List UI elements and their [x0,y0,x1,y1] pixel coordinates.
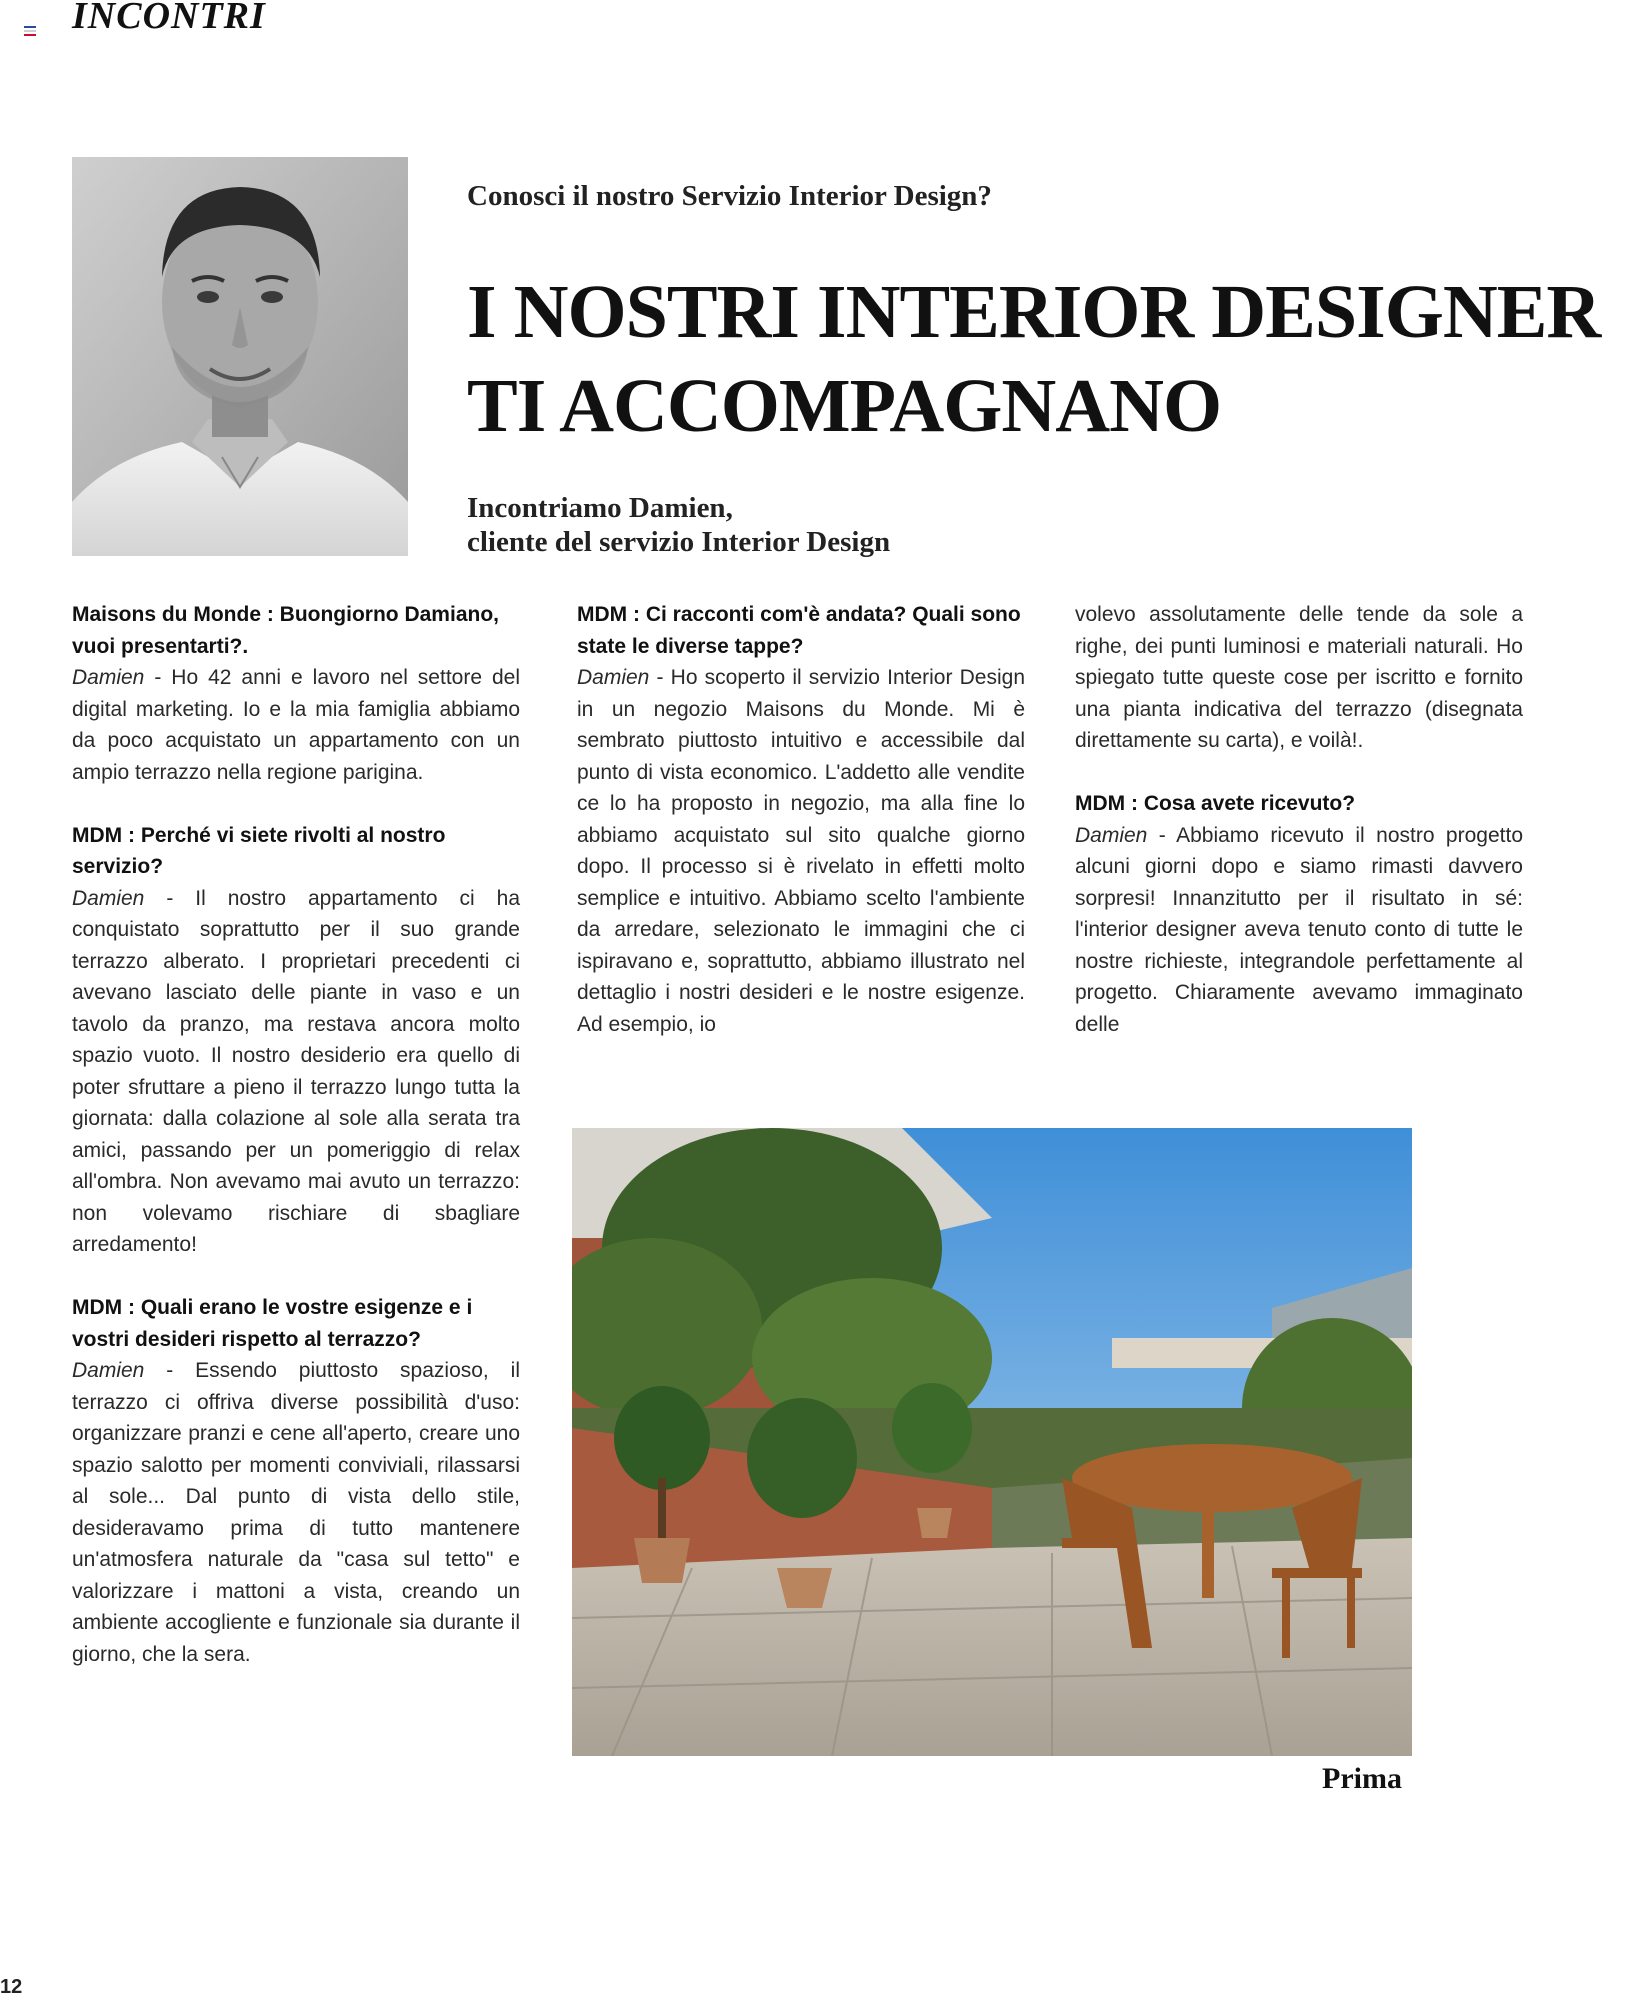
title-line-1: I NOSTRI INTERIOR DESIGNER [467,270,1601,354]
title-line-2: TI ACCOMPAGNANO [467,364,1222,448]
interview-question: MDM : Perché vi siete rivolti al nostro servizio? [72,823,446,878]
subtitle-line-2: cliente del servizio Interior Design [467,526,891,558]
speaker-name: Damien [72,666,145,689]
article-column-1 [72,599,520,1670]
interview-block [577,599,1025,1040]
interview-answer: - Il nostro appartamento ci ha conquistato soprattutto per il suo grande terrazzo alberato. I proprietari precedenti ci avevano lasciato delle piante in vaso e un tavolo da pranzo, ma restava ancora molto spazio vuoto. Il nostro desiderio era quello di poter sfruttare a pieno il terrazzo lungo tutta la giornata: dalla colazione al sole alla serata tra amici, passando per un pomeriggio di relax all'ombra. Non avevamo mai avuto un terrazzo: non volevamo rischiare di sbagliare arredamento! [72,886,520,1256]
interview-question: MDM : Quali erano le vostre esigenze e i vostri desideri rispetto al terrazzo? [72,1296,473,1351]
photo-caption: Prima [1322,1762,1402,1795]
article-column-2 [577,599,1025,1040]
interview-block [72,599,520,788]
interview-block [72,820,520,1261]
section-label: INCONTRI [72,0,266,37]
subtitle-line-1: Incontriamo Damien, [467,492,733,524]
speaker-name: Damien [1075,823,1148,847]
speaker-name: Damien [577,666,650,689]
article-column-3 [1075,599,1523,1040]
speaker-name: Damien [72,886,145,910]
interview-block [72,1292,520,1670]
interview-answer: - Ho 42 anni e lavoro nel settore del digital marketing. Io e la mia famiglia abbiamo da poco acquistato un appartamento con un ampio terrazzo nella regione parigina. [72,666,520,784]
subtitle [467,491,890,559]
interview-block [1075,788,1523,1040]
interview-question: Maisons du Monde : Buongiorno Damiano, vuoi presentarti?. [72,603,499,658]
speaker-name: Damien [72,1359,145,1382]
interview-answer: - Abbiamo ricevuto il nostro progetto alcuni giorni dopo e siamo rimasti davvero sorpresi! Innanzitutto per il risultato in sé: l'interior designer aveva tenuto conto di tutte le nostre richieste, integrandole perfettamente al progetto. Chiaramente avevamo immaginato delle [1075,823,1523,1036]
paragraph: volevo assolutamente delle tende da sole a righe, dei punti luminosi e materiali naturali. Ho spiegato tutte queste cose per iscritto e fornito una pianta indicativa del terrazzo (disegnata direttamente su carta), e voilà!. [1075,603,1523,752]
kicker-question: Conosci il nostro Servizio Interior Design? [467,180,992,212]
flag-icon [24,26,36,36]
interview-question: MDM : Ci racconti com'è andata? Quali sono state le diverse tappe? [577,603,1021,658]
interview-question: MDM : Cosa avete ricevuto? [1075,792,1356,815]
portrait-photo [72,157,408,556]
interview-answer: - Ho scoperto il servizio Interior Design in un negozio Maisons du Monde. Mi è sembrato piuttosto intuitivo e accessibile dal punto di vista economico. L'addetto alle vendite ce lo ha proposto in negozio, ma alla fine lo abbiamo acquistato sul sito qualche giorno dopo. Il processo si è rivelato in effetti molto semplice e intuitivo. Abbiamo scelto l'ambiente da arredare, selezionato le immagini che ci ispiravano e, soprattutto, abbiamo illustrato nel dettaglio i nostri desideri e le nostre esigenze. Ad esempio, io [577,666,1025,1036]
terrace-photo [572,1128,1412,1756]
page-number: 12 [0,1976,23,1998]
interview-answer: - Essendo piuttosto spazioso, il terrazzo ci offriva diverse possibilità d'uso: organizzare pranzi e cene all'aperto, creare uno spazio salotto per momenti conviviali, rilassarsi al sole... Dal punto di vista dello stile, desideravamo prima di tutto mantenere un'atmosfera naturale da "casa sul tetto" e valorizzare i mattoni a vista, creando un ambiente accogliente e funzionale sia durante il giorno, che la sera. [72,1359,520,1666]
page-title [467,265,1601,453]
